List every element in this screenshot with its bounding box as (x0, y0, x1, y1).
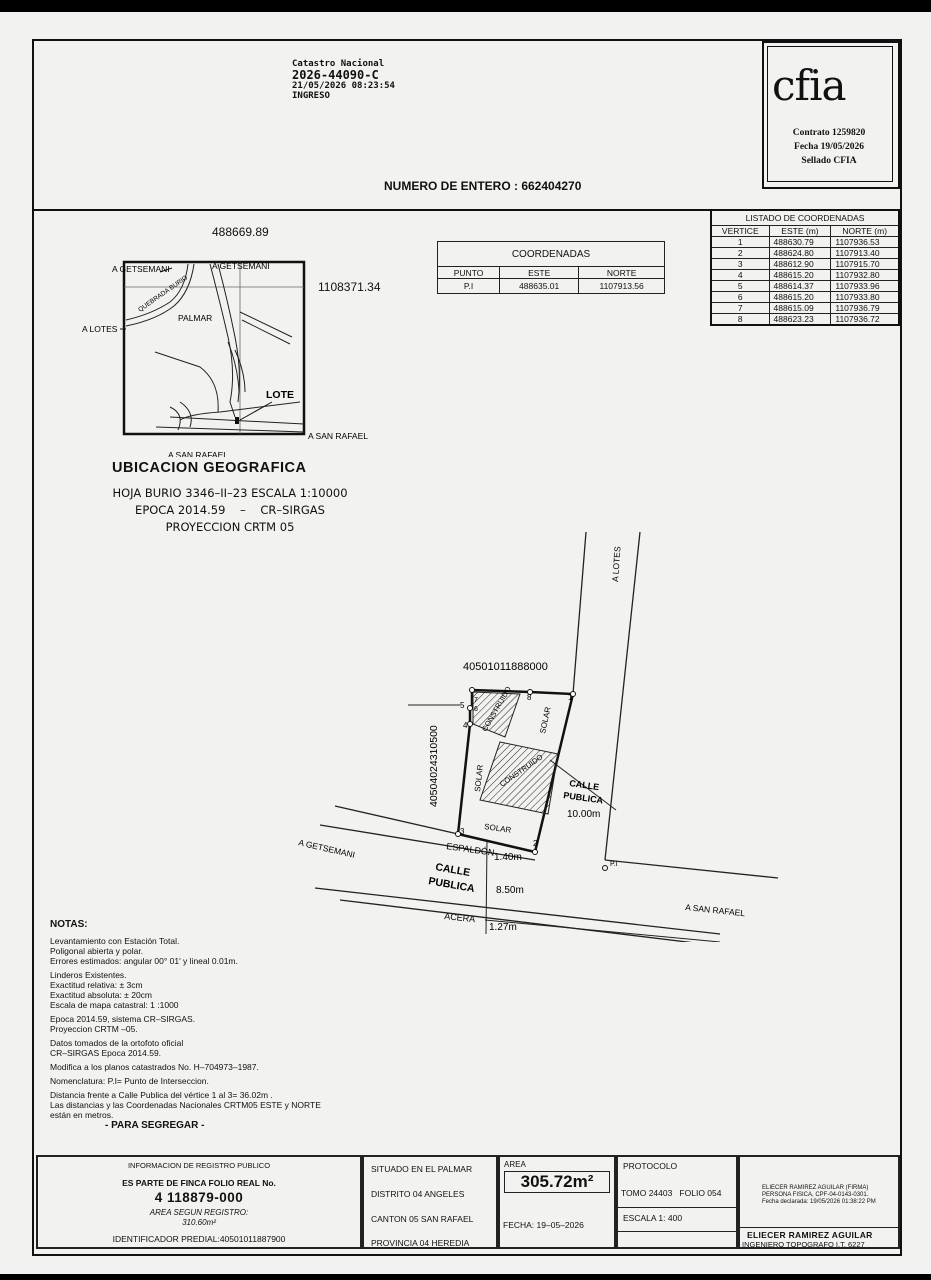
coord-list-row (711, 314, 899, 326)
calle-south-line2: PUBLICA (427, 875, 476, 896)
construido-label-center: CONSTRUIDO (497, 752, 545, 789)
map-road-ne (240, 312, 292, 344)
registry-box (36, 1155, 362, 1249)
coord-list-cell: 1107913.40 (831, 248, 899, 259)
registry-title: INFORMACION DE REGISTRO PUBLICO (127, 1161, 271, 1170)
coord-list-cell: 4 (711, 270, 769, 281)
area-registry-value: 310.60m² (182, 1218, 216, 1227)
pi-cell: P.I (438, 279, 500, 294)
coord-list-header: ESTE (m) (769, 226, 831, 237)
map-coord-top: 488669.89 (212, 225, 269, 239)
map-label-getsemani-left: A GETSEMANI (112, 264, 170, 274)
pi-label: P.I (610, 861, 618, 868)
coord-list-cell: 488615.09 (769, 303, 831, 314)
to-san-rafael: A SAN RAFAEL (684, 902, 746, 919)
stamp-status: INGRESO (292, 91, 330, 101)
coord-list-cell: 1107933.96 (831, 281, 899, 292)
coord-list-cell: 488623.23 (769, 314, 831, 326)
notes-footer: - PARA SEGREGAR - (105, 1120, 205, 1131)
coord-list-cell: 2 (711, 248, 769, 259)
map-lot-leader (240, 402, 272, 420)
acera-label: ACERA (443, 911, 476, 925)
situado: SITUADO EN EL PALMAR (371, 1164, 473, 1174)
pi-cell: 488635.01 (500, 279, 579, 294)
coord-list-cell: 488624.80 (769, 248, 831, 259)
canton: CANTON 05 SAN RAFAEL (371, 1214, 474, 1224)
coord-list-cell: 488612.90 (769, 259, 831, 270)
road-width: 8.50m (496, 885, 524, 896)
distrito: DISTRITO 04 ANGELES (371, 1189, 465, 1199)
signer-line1: ELIECER RAMIREZ AGUILAR (FIRMA) (762, 1185, 869, 1191)
coord-list-header: NORTE (m) (831, 226, 899, 237)
map-label-san-rafael-bottom: A SAN RAFAEL (168, 450, 228, 457)
note-line: Datos tomados de la ortofoto oficial (50, 1038, 184, 1048)
coordinate-list-table (710, 209, 900, 326)
coord-list-cell: 1107936.72 (831, 314, 899, 326)
map-label-san-rafael-right: A SAN RAFAEL (308, 431, 368, 441)
coord-list-row (711, 292, 899, 303)
finca-label: ES PARTE DE FINCA FOLIO REAL No. (122, 1178, 276, 1188)
vertex-label: 5 (460, 701, 465, 710)
note-line: Las distancias y las Coordenadas Nacionales CRTM05 ESTE y NORTE (50, 1100, 321, 1110)
coord-list-row (711, 248, 899, 259)
coord-list-cell: 488614.37 (769, 281, 831, 292)
map-stream (170, 402, 191, 430)
vertex-label: 4 (463, 721, 468, 730)
notes-title: NOTAS: (50, 919, 88, 930)
map-lot-marker (235, 417, 239, 424)
escala: ESCALA 1: 400 (623, 1213, 683, 1223)
neighbor-north: 40501011888000 (463, 661, 548, 673)
plan-number: 2026-44090-C (292, 68, 379, 82)
stamp-datetime: 21/05/2026 08:23:54 (292, 81, 395, 91)
espaldon-label: ESPALDÓN (445, 841, 496, 858)
coord-list-cell: 1107936.79 (831, 303, 899, 314)
finca-number: 4 118879-000 (154, 1190, 244, 1205)
to-getsemani: A GETSEMANI (297, 837, 356, 860)
to-lotes: A LOTES (610, 546, 623, 583)
vertex-label: 7 (474, 697, 478, 704)
coord-list-cell: 8 (711, 314, 769, 326)
catastro-label: Catastro Nacional (292, 59, 385, 69)
cfia-box (762, 41, 900, 189)
coord-list-cell: 488615.20 (769, 292, 831, 303)
area-box (498, 1155, 616, 1249)
pi-point (603, 866, 608, 871)
note-line: Poligonal abierta y polar. (50, 946, 144, 956)
survey-plan (280, 522, 780, 942)
coord-list-cell: 488630.79 (769, 237, 831, 248)
vertex-marker (468, 706, 473, 711)
provincia: PROVINCIA 04 HEREDIA (371, 1238, 470, 1248)
street-lotes-west-edge (573, 532, 586, 694)
map-label-palmar: PALMAR (178, 313, 213, 323)
cfia-date: Fecha 19/05/2026 (794, 142, 864, 152)
cfia-contract: Contrato 1259820 (792, 128, 866, 138)
coord-list-cell: 1107933.80 (831, 292, 899, 303)
cfia-seal: Sellado CFIA (801, 156, 857, 166)
espaldon-width: 1.40m (494, 852, 522, 863)
note-line: Errores estimados: angular 00° 01' y lineal 0.01m. (50, 956, 238, 966)
map-projection-line: PROYECCION CRTM 05 (165, 520, 295, 534)
protocol-box (616, 1155, 738, 1249)
map-sheet-line: HOJA BURIO 3346–II–23 ESCALA 1:10000 (112, 486, 348, 500)
note-line: Nomenclatura: P.I= Punto de Interseccion. (50, 1076, 209, 1086)
coord-list-cell: 1107915.70 (831, 259, 899, 270)
notes-section (50, 920, 370, 1131)
map-title: UBICACION GEOGRAFICA (112, 460, 307, 476)
location-box (362, 1155, 498, 1249)
acera-width: 1.27m (489, 922, 517, 933)
map-label-quebrada: QUEBRADA BURIO (137, 274, 190, 314)
road-line-5 (485, 920, 720, 942)
vertex-label: 8 (527, 693, 532, 702)
tomo-folio: TOMO 24403 FOLIO 054 (621, 1188, 722, 1198)
signer-box (738, 1155, 900, 1249)
vertex-marker (468, 722, 473, 727)
vertex-marker (470, 688, 475, 693)
note-line: Linderos Existentes. (50, 970, 127, 980)
vertex-label: 2 (533, 839, 538, 848)
note-line: están en metros. (50, 1110, 114, 1120)
note-line: Modifica a los planos catastrados No. H–704973–1987. (50, 1062, 259, 1072)
note-line: Escala de mapa catastral: 1 :1000 (50, 1000, 179, 1010)
protocol-divider-2 (618, 1231, 736, 1232)
coord-list-title: LISTADO DE COORDENADAS (711, 210, 899, 226)
coord-list-row (711, 270, 899, 281)
coord-list-row (711, 303, 899, 314)
map-label-getsemani-right: A GETSEMANI (212, 261, 270, 271)
solar-label-south: SOLAR (483, 822, 512, 835)
coord-list-row (711, 281, 899, 292)
street-san-rafael-edge (605, 860, 778, 878)
pi-cell: 1107913.56 (579, 279, 665, 294)
area-value: 305.72m² (504, 1171, 610, 1193)
note-line: Epoca 2014.59, sistema CR–SIRGAS. (50, 1014, 196, 1024)
coord-list-cell: 1107936.53 (831, 237, 899, 248)
neighbor-west: 40504024310500 (428, 725, 440, 807)
signer-divider (740, 1227, 898, 1228)
signer-name: ELIECER RAMIREZ AGUILAR (747, 1230, 873, 1240)
protocolo-label: PROTOCOLO (623, 1161, 678, 1171)
coord-list-cell: 6 (711, 292, 769, 303)
vertex-label: 3 (460, 827, 465, 836)
coord-list-body (711, 237, 899, 326)
catastro-stamp (292, 59, 395, 101)
coord-list-cell: 5 (711, 281, 769, 292)
map-label-lote: LOTE (266, 389, 294, 401)
map-frame (124, 262, 304, 434)
predial-id: IDENTIFICADOR PREDIAL:40501011887900 (112, 1234, 286, 1244)
note-line: Levantamiento con Estación Total. (50, 936, 180, 946)
pi-table-title: COORDENADAS (438, 242, 665, 267)
solar-label-west: SOLAR (473, 764, 485, 793)
map-road-n (228, 342, 245, 392)
built-area-center (480, 742, 558, 814)
road-line-4 (340, 900, 720, 942)
plan-sheet (0, 12, 931, 1274)
width-east: 10.00m (567, 809, 601, 820)
coord-list-cell: 1107932.80 (831, 270, 899, 281)
plan-date: FECHA: 19–05–2026 (503, 1220, 584, 1230)
coord-list-row (711, 259, 899, 270)
coord-list-cell: 7 (711, 303, 769, 314)
vertex-marker (533, 850, 538, 855)
entry-number: NUMERO DE ENTERO : 662404270 (384, 179, 582, 193)
coord-list-cell: 3 (711, 259, 769, 270)
signer-line2: PERSONA FISICA, CPF-04-0143-0301. (762, 1192, 869, 1198)
map-road-main-b (218, 264, 239, 402)
map-coord-right: 1108371.34 (318, 280, 381, 294)
calle-south-line1: CALLE (434, 861, 472, 880)
pi-coordinates-table (437, 241, 665, 294)
calle-east-line2: PUBLICA (562, 790, 604, 806)
map-epoch-line: EPOCA 2014.59 – CR–SIRGAS (135, 503, 325, 517)
pi-col-header: NORTE (579, 267, 665, 279)
map-label-lotes: A LOTES (82, 324, 118, 334)
note-line: Exactitud absoluta: ± 20cm (50, 990, 152, 1000)
vertex-label: 6 (474, 706, 478, 713)
protocol-divider (618, 1207, 736, 1208)
signer-title: INGENIERO TOPOGRAFO I.T. 6227 (742, 1240, 865, 1249)
construido-label-north: CONSTRUIDO (479, 684, 513, 733)
coord-list-cell: 1 (711, 237, 769, 248)
note-line: Proyeccion CRTM –05. (50, 1024, 138, 1034)
area-label: AREA (504, 1160, 526, 1169)
location-map (60, 242, 390, 457)
notes-lines (50, 936, 370, 1120)
map-road-nw (155, 352, 218, 412)
coord-list-header: VERTICE (711, 226, 769, 237)
note-line: Distancia frente a Calle Publica del vértice 1 al 3= 36.02m . (50, 1090, 273, 1100)
vertex-label: 1 (568, 693, 573, 702)
pi-col-header: ESTE (500, 267, 579, 279)
cfia-logo: cfia (772, 61, 846, 110)
solar-label-north: SOLAR (538, 706, 553, 735)
calle-east-line1: CALLE (568, 778, 600, 793)
coord-list-row (711, 237, 899, 248)
coord-list-cell: 488615.20 (769, 270, 831, 281)
note-line: CR–SIRGAS Epoca 2014.59. (50, 1048, 162, 1058)
area-registry-label: AREA SEGUN REGISTRO: (149, 1208, 249, 1217)
signer-line3: Fecha declarada: 19/05/2026 01:38:22 PM (762, 1199, 876, 1205)
note-line: Exactitud relativa: ± 3cm (50, 980, 143, 990)
pi-col-header: PUNTO (438, 267, 500, 279)
